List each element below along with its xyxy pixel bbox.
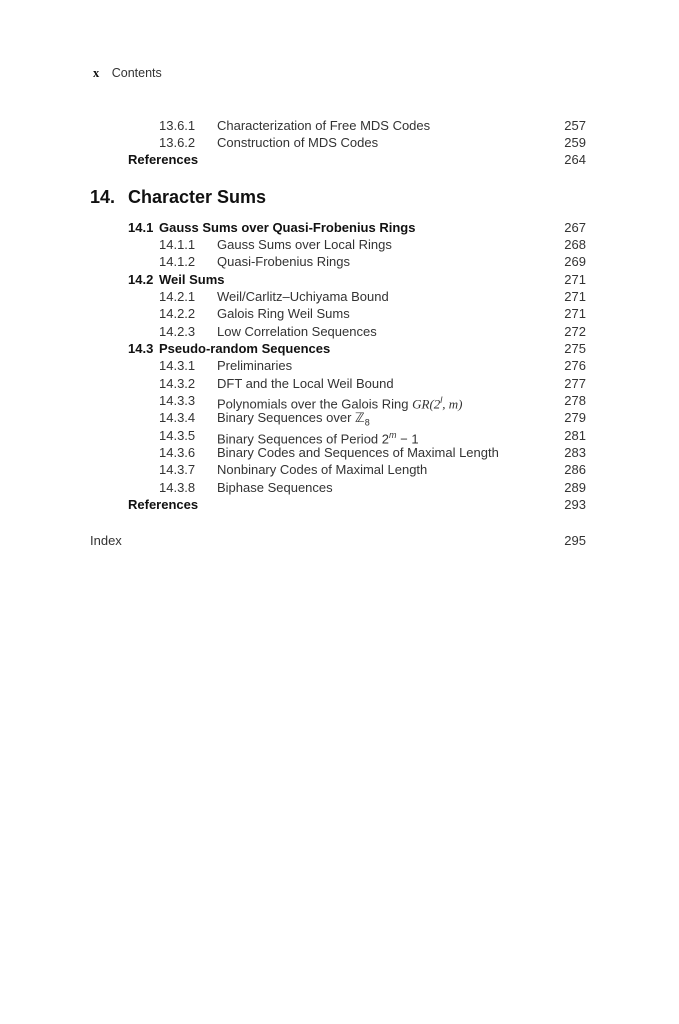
entry-number: 14.1.1 bbox=[159, 237, 196, 252]
entry-title bbox=[217, 392, 463, 412]
entry-page: 293 bbox=[564, 497, 586, 512]
math-sub: 8 bbox=[364, 417, 370, 428]
toc-section-14-2[interactable] bbox=[128, 271, 586, 288]
entry-title: Nonbinary Codes of Maximal Length bbox=[217, 462, 428, 477]
entry-title: Weil/Carlitz–Uchiyama Bound bbox=[217, 289, 389, 304]
entry-page: 264 bbox=[564, 152, 586, 167]
entry-title bbox=[217, 427, 419, 447]
math-z: ℤ bbox=[355, 410, 365, 425]
chapter-number: 14. bbox=[90, 187, 116, 207]
entry-title: DFT and the Local Weil Bound bbox=[217, 376, 394, 391]
section-page: 267 bbox=[564, 220, 586, 235]
entry-number: 13.6.2 bbox=[159, 135, 196, 150]
chapter-title: Character Sums bbox=[128, 187, 267, 207]
section-title: Pseudo-random Sequences bbox=[159, 341, 331, 356]
toc-entry-14-3-4[interactable] bbox=[159, 409, 586, 426]
math-tail: − 1 bbox=[396, 431, 419, 447]
toc-entry-14-3-7[interactable] bbox=[159, 461, 586, 478]
entry-title: References bbox=[128, 152, 199, 167]
entry-page: 257 bbox=[564, 118, 586, 133]
entry-page: 269 bbox=[564, 254, 586, 269]
toc-entry-14-3-3[interactable] bbox=[159, 392, 586, 412]
entry-title: Preliminaries bbox=[217, 358, 293, 373]
section-page: 275 bbox=[564, 341, 586, 356]
running-title: Contents bbox=[111, 66, 162, 80]
entry-title: Galois Ring Weil Sums bbox=[217, 306, 350, 321]
entry-number: 14.3.1 bbox=[159, 358, 196, 373]
entry-number: 14.3.6 bbox=[159, 445, 196, 460]
toc-entry-13-6-2[interactable] bbox=[159, 134, 586, 151]
entry-title-text: Polynomials over the Galois Ring bbox=[217, 396, 413, 412]
page-number: x bbox=[93, 66, 100, 80]
entry-title: Index bbox=[90, 533, 122, 548]
toc-entry-14-2-2[interactable] bbox=[159, 305, 586, 322]
entry-page: 259 bbox=[564, 135, 586, 150]
entry-page: 295 bbox=[564, 533, 586, 548]
entry-number: 14.1.2 bbox=[159, 254, 196, 269]
toc-entry-index[interactable] bbox=[90, 532, 586, 549]
entry-title-text: Binary Sequences over bbox=[217, 410, 356, 425]
toc-entry-14-2-3[interactable] bbox=[159, 323, 586, 340]
entry-number: 14.2.2 bbox=[159, 306, 196, 321]
entry-title: Construction of MDS Codes bbox=[217, 135, 379, 150]
toc-entry-references-13[interactable] bbox=[128, 151, 586, 168]
entry-page: 283 bbox=[564, 445, 586, 460]
math-tail: , m) bbox=[442, 396, 463, 412]
entry-number: 14.3.4 bbox=[159, 410, 196, 425]
toc-section-14-1[interactable] bbox=[128, 219, 586, 236]
entry-number: 13.6.1 bbox=[159, 118, 196, 133]
section-title: Weil Sums bbox=[159, 272, 225, 287]
toc-entry-14-1-2[interactable] bbox=[159, 253, 586, 270]
entry-number: 14.3.8 bbox=[159, 480, 196, 495]
entry-page: 289 bbox=[564, 480, 586, 495]
section-number: 14.1 bbox=[128, 220, 154, 235]
entry-title: Binary Codes and Sequences of Maximal Length bbox=[217, 445, 499, 460]
entry-number: 14.3.7 bbox=[159, 462, 196, 477]
toc-section-14-3[interactable] bbox=[128, 340, 586, 357]
entry-number: 14.3.2 bbox=[159, 376, 196, 391]
entry-page: 271 bbox=[564, 289, 586, 304]
toc-entry-14-3-2[interactable] bbox=[159, 375, 586, 392]
entry-page: 268 bbox=[564, 237, 586, 252]
entry-title: Biphase Sequences bbox=[217, 480, 333, 495]
entry-number: 14.2.3 bbox=[159, 324, 196, 339]
toc-entry-14-3-8[interactable] bbox=[159, 479, 586, 496]
entry-title bbox=[217, 409, 370, 426]
toc-entry-14-3-5[interactable] bbox=[159, 427, 586, 447]
math-args: (2 bbox=[429, 396, 441, 412]
entry-page: 278 bbox=[564, 393, 586, 408]
entry-title-text: Binary Sequences of Period 2 bbox=[217, 431, 389, 447]
entry-page: 271 bbox=[564, 306, 586, 321]
entry-page: 277 bbox=[564, 376, 586, 391]
section-page: 271 bbox=[564, 272, 586, 287]
toc-entry-14-1-1[interactable] bbox=[159, 236, 586, 253]
entry-page: 276 bbox=[564, 358, 586, 373]
math-gr: GR bbox=[412, 396, 430, 412]
entry-page: 286 bbox=[564, 462, 586, 477]
entry-page: 279 bbox=[564, 410, 586, 425]
chapter-heading[interactable] bbox=[90, 187, 266, 208]
toc-entry-references-14[interactable] bbox=[128, 496, 586, 513]
toc-entry-14-3-6[interactable] bbox=[159, 444, 586, 461]
section-title: Gauss Sums over Quasi-Frobenius Rings bbox=[159, 220, 416, 235]
entry-title: Low Correlation Sequences bbox=[217, 324, 377, 339]
entry-page: 281 bbox=[564, 428, 586, 443]
section-number: 14.2 bbox=[128, 272, 154, 287]
math-sup: l bbox=[440, 395, 443, 405]
toc-entry-14-3-1[interactable] bbox=[159, 357, 586, 374]
section-number: 14.3 bbox=[128, 341, 154, 356]
toc-entry-13-6-1[interactable] bbox=[159, 117, 586, 134]
entry-number: 14.3.3 bbox=[159, 393, 196, 408]
entry-title: Quasi-Frobenius Rings bbox=[217, 254, 350, 269]
toc-entry-14-2-1[interactable] bbox=[159, 288, 586, 305]
entry-number: 14.2.1 bbox=[159, 289, 196, 304]
entry-title: Characterization of Free MDS Codes bbox=[217, 118, 431, 133]
entry-page: 272 bbox=[564, 324, 586, 339]
entry-title: Gauss Sums over Local Rings bbox=[217, 237, 392, 252]
math-sup: m bbox=[389, 430, 397, 440]
entry-title: References bbox=[128, 497, 199, 512]
entry-number: 14.3.5 bbox=[159, 428, 196, 443]
running-head bbox=[93, 66, 162, 81]
